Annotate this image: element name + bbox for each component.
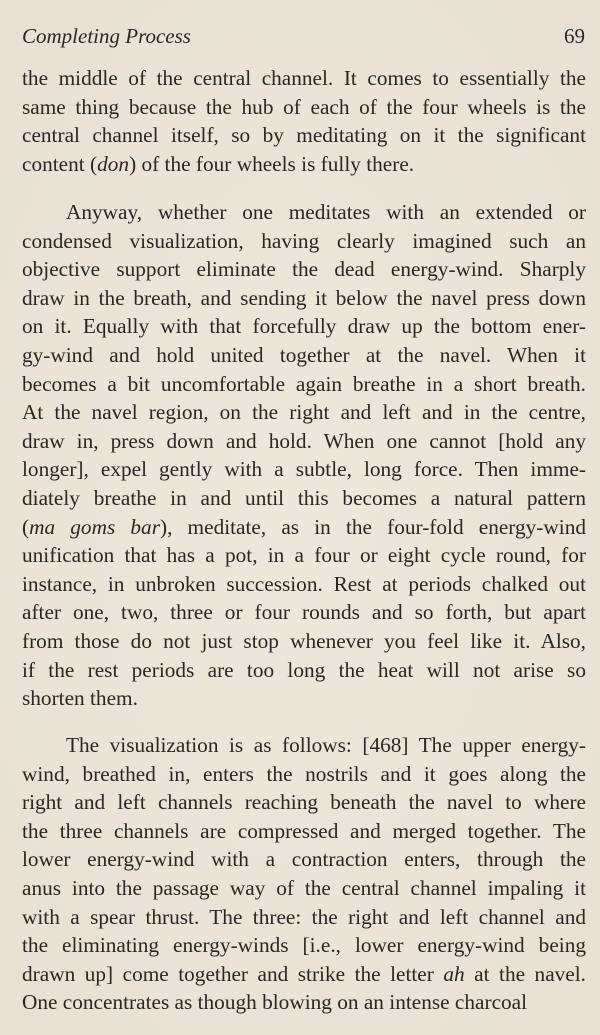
text-line (22, 121, 586, 150)
text-segment: condensed visualization, having clearly imagined such an (22, 228, 586, 253)
text-segment: at the navel. (464, 961, 586, 986)
text-segment: the three channels are compressed and merged together. The (22, 818, 586, 843)
text-line (22, 484, 586, 513)
text-line (22, 284, 586, 313)
text-segment: shorten them. (22, 686, 138, 711)
text-segment: The visualization is as follows: [468] The upper energy- (66, 733, 586, 757)
text-segment: instance, in unbroken succession. Rest at periods chalked out (22, 571, 586, 596)
text-segment: wind, breathed in, enters the nostrils and it goes along the (22, 761, 586, 786)
italic-term: ma goms bar (29, 514, 160, 539)
text-segment: the middle of the central channel. It comes to essentially the (22, 66, 586, 90)
text-segment: ), meditate, as in the four-fold energy-wind (159, 514, 586, 539)
paragraph-1 (22, 64, 586, 178)
text-segment: after one, two, three or four rounds and so forth, but apart (22, 600, 586, 625)
text-segment: right and left channels reaching beneath the navel to where (22, 790, 586, 815)
text-line (22, 370, 586, 399)
text-line (22, 960, 586, 989)
text-segment: lower energy-wind with a contraction enters, through the (22, 847, 586, 872)
text-segment: content ( (22, 151, 98, 176)
text-line (22, 513, 586, 542)
text-segment: draw in, press down and hold. When one cannot [hold any (22, 428, 586, 453)
text-line (22, 312, 586, 341)
text-line (22, 255, 586, 284)
text-line (22, 903, 586, 932)
text-segment: longer], expel gently with a subtle, long force. Then imme- (22, 457, 586, 482)
text-segment: on it. Equally with that forcefully draw up the bottom ener- (22, 314, 586, 339)
text-line (22, 598, 586, 627)
text-line (22, 874, 586, 903)
text-segment: with a spear thrust. The three: the right and left channel and (22, 904, 586, 929)
text-line (22, 198, 586, 227)
italic-term: don (97, 151, 130, 176)
paragraph-2 (22, 198, 586, 713)
text-line (22, 931, 586, 960)
text-segment: ) of the four wheels is fully there. (129, 151, 415, 176)
text-segment: unification that has a pot, in a four or eight cycle round, for (22, 543, 586, 568)
text-line (22, 760, 586, 789)
text-line (22, 817, 586, 846)
text-line (22, 541, 586, 570)
text-line (22, 656, 586, 685)
running-head (22, 24, 585, 52)
text-segment: Anyway, whether one meditates with an extended or (66, 200, 586, 224)
text-segment: central channel itself, so by meditating on it the significant (22, 123, 586, 148)
text-line (22, 455, 586, 484)
text-segment: objective support eliminate the dead energy-wind. Sharply (22, 257, 586, 282)
text-line (22, 627, 586, 656)
paragraph-3 (22, 731, 586, 1017)
italic-term: ah (443, 961, 465, 986)
text-segment: anus into the passage way of the central channel impaling it (22, 875, 586, 900)
text-segment: the eliminating energy-winds [i.e., lower energy-wind being (22, 933, 586, 958)
text-segment: diately breathe in and until this becomes a natural pattern (22, 485, 586, 510)
text-line (22, 150, 586, 179)
text-line (22, 570, 586, 599)
text-segment: gy-wind and hold united together at the navel. When it (22, 342, 586, 367)
text-line (22, 788, 586, 817)
text-segment: drawn up] come together and strike the letter (22, 961, 444, 986)
text-segment: One concentrates as though blowing on an intense charcoal (22, 990, 528, 1015)
text-line (22, 988, 586, 1017)
text-segment: draw in the breath, and sending it below the navel press down (22, 285, 586, 310)
text-line (22, 427, 586, 456)
text-line (22, 93, 586, 122)
text-line (22, 684, 586, 713)
text-segment: from those do not just stop whenever you feel like it. Also, (22, 628, 586, 653)
text-segment: same thing because the hub of each of the four wheels is the (22, 94, 586, 119)
text-segment: becomes a bit uncomfortable again breathe in a short breath. (22, 371, 586, 396)
text-segment: ( (22, 514, 30, 539)
text-segment: At the navel region, on the right and left and in the centre, (22, 400, 586, 425)
text-line (22, 227, 586, 256)
text-line (22, 398, 586, 427)
text-line (22, 341, 586, 370)
page-number: 69 (564, 24, 585, 48)
text-line (22, 731, 586, 760)
chapter-title: Completing Process (22, 24, 191, 48)
text-line (22, 845, 586, 874)
text-line (22, 64, 586, 93)
text-segment: if the rest periods are too long the heat will not arise so (22, 657, 586, 682)
